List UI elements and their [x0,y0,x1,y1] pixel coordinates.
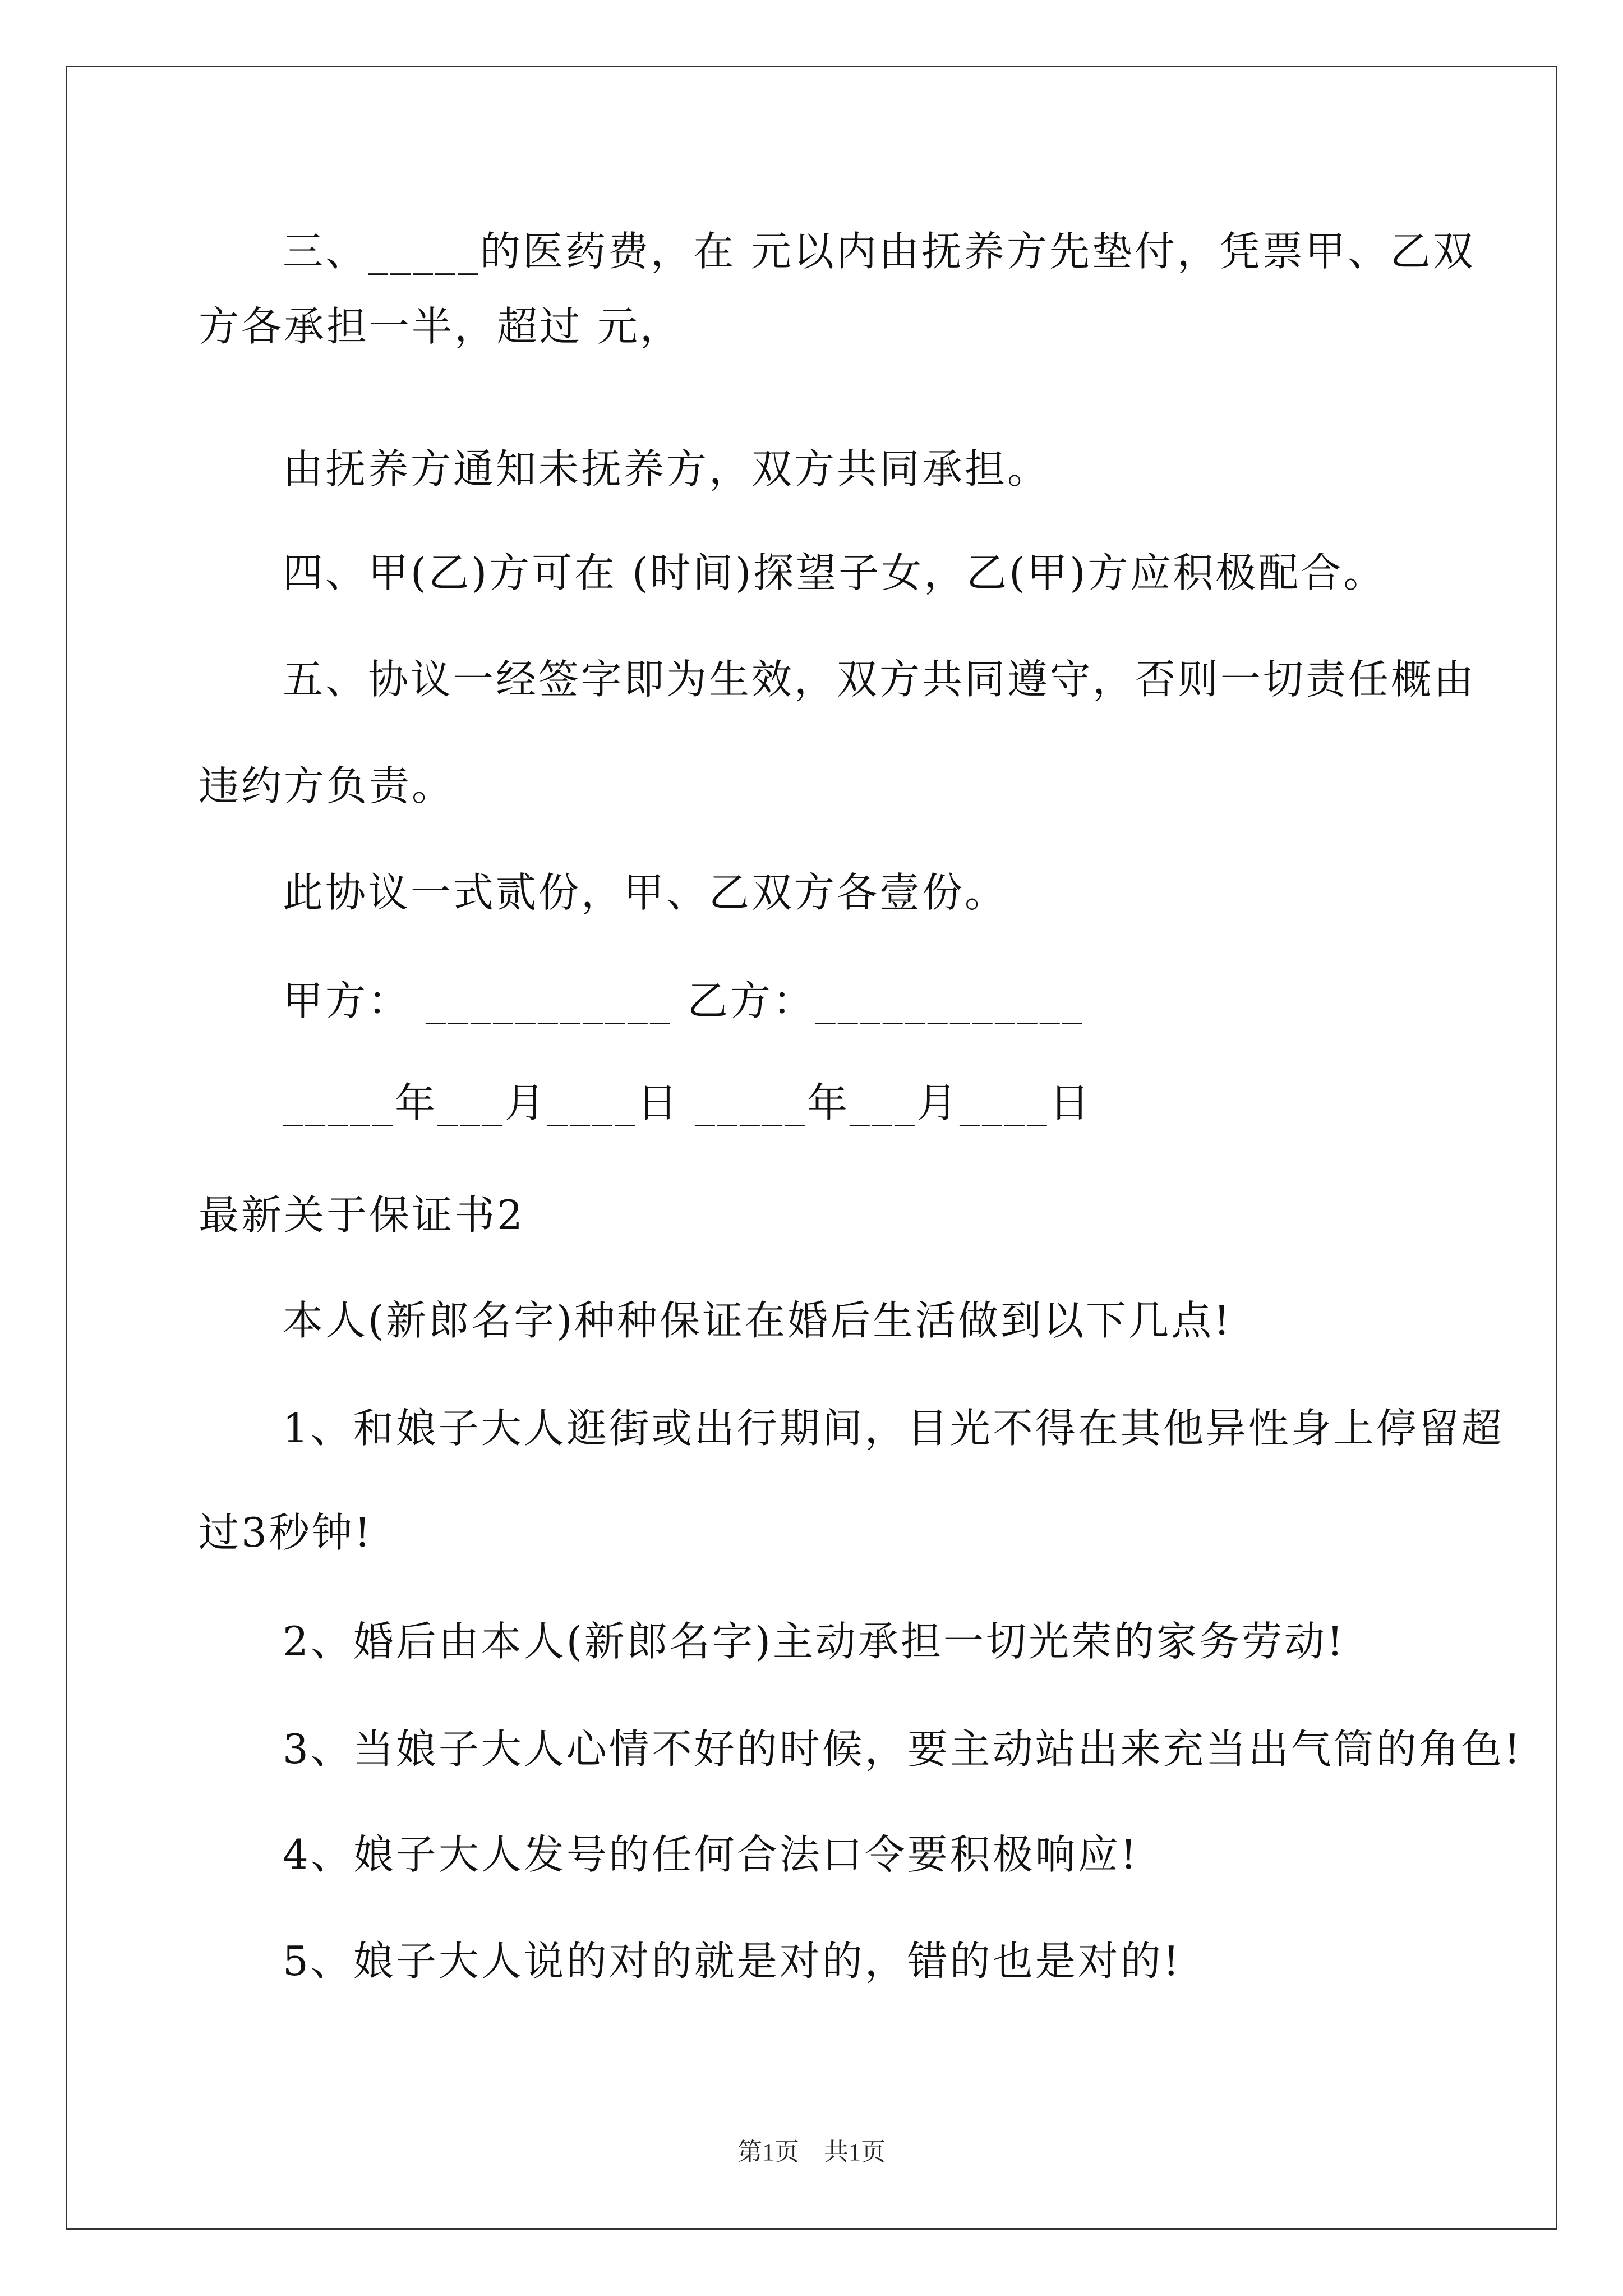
section-heading: 最新关于保证书2 [199,1191,525,1239]
paragraph-line: 此协议一式贰份，甲、乙双方各壹份。 [283,869,1008,916]
signature-line: 甲方： ___________ 乙方：____________ [283,977,1085,1024]
paragraph-line: 三、_____的医药费，在 元以内由抚养方先垫付，凭票甲、乙双 [283,228,1476,275]
paragraph-line: 本人(新郎名字)种种保证在婚后生活做到以下几点! [283,1297,1233,1344]
paragraph-line: 1、和娘子大人逛街或出行期间，目光不得在其他异性身上停留超 [283,1405,1504,1452]
paragraph-line: 由抚养方通知未抚养方，双方共同承担。 [283,445,1050,493]
date-line: _____年___月____日 _____年___月____日 [283,1079,1092,1126]
paragraph-line: 违约方负责。 [199,762,455,809]
paragraph-line: 4、娘子大人发号的任何合法口令要积极响应! [283,1831,1139,1878]
paragraph-line: 五、协议一经签字即为生效，双方共同遵守，否则一切责任概由 [283,656,1477,703]
paragraph-line: 方各承担一半，超过 元， [199,303,683,350]
paragraph-line: 5、娘子大人说的对的就是对的，错的也是对的! [283,1938,1182,1985]
page-border [66,66,1557,2230]
paragraph-line: 过3秒钟! [199,1509,373,1556]
paragraph-line: 四、甲(乙)方可在 (时间)探望子女，乙(甲)方应积极配合。 [283,549,1386,596]
page-footer: 第1页 共1页 [737,2138,886,2166]
paragraph-line: 2、婚后由本人(新郎名字)主动承担一切光荣的家务劳动! [283,1618,1345,1665]
paragraph-line: 3、当娘子大人心情不好的时候，要主动站出来充当出气筒的角色! [283,1726,1523,1773]
